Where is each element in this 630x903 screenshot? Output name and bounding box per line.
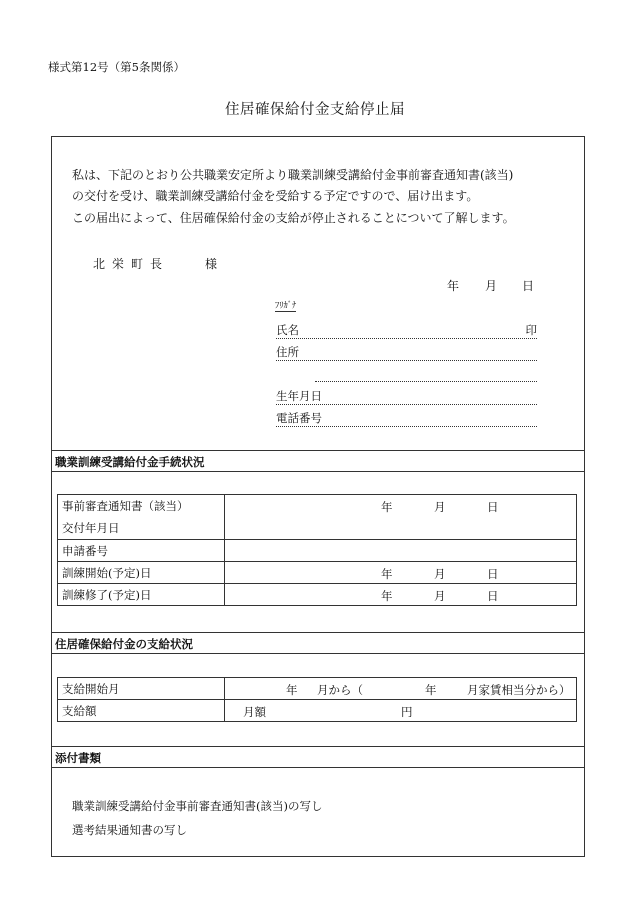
- yen-label: 円: [401, 704, 413, 719]
- phone-label: 電話番号: [276, 411, 322, 425]
- year-label: 年: [286, 682, 298, 697]
- birthdate-label: 生年月日: [276, 389, 322, 403]
- table-row: [58, 700, 577, 722]
- statement-line-3: この届出によって、住居確保給付金の支給が停止されることについて了解します。: [72, 211, 515, 225]
- addressee-name: 北栄町長: [93, 257, 170, 271]
- day-label: 日: [487, 566, 499, 581]
- address-label: 住所: [276, 345, 299, 359]
- date-day-label: 日: [522, 279, 535, 293]
- furigana-label: ﾌﾘｶﾞﾅ: [275, 301, 297, 311]
- seal-mark: 印: [525, 323, 537, 337]
- housing-section-title: 住居確保給付金の支給状況: [55, 637, 193, 651]
- payment-start-label: 支給開始月: [58, 678, 225, 700]
- payment-amount-label: 支給額: [58, 700, 225, 722]
- training-status-table: [57, 494, 577, 606]
- payment-amount-cell[interactable]: [225, 700, 577, 722]
- year-label: 年: [381, 588, 393, 603]
- table-row: [58, 678, 577, 700]
- name-field[interactable]: [276, 323, 537, 339]
- year-label: 年: [425, 682, 437, 697]
- month-from-label: 月から（: [317, 682, 363, 697]
- day-label: 日: [487, 500, 499, 514]
- addressee-honorific: 様: [205, 257, 218, 271]
- form-number: 様式第12号（第5条関係）: [48, 60, 185, 74]
- day-label: 日: [487, 588, 499, 603]
- housing-status-table: [57, 677, 577, 722]
- attachments-section-header: [51, 746, 585, 768]
- address-field-line-2[interactable]: [315, 366, 537, 382]
- rent-month-label: 月家賃相当分から）: [467, 682, 571, 697]
- notice-label-line-1: 事前審査通知書（該当）: [62, 499, 189, 513]
- training-end-date-cell[interactable]: [225, 584, 577, 606]
- table-row: [58, 540, 577, 562]
- training-start-date-cell[interactable]: [225, 562, 577, 584]
- birthdate-field[interactable]: [276, 389, 537, 405]
- training-end-label: 訓練修了(予定)日: [58, 584, 225, 606]
- attachment-item: 選考結果通知書の写し: [72, 823, 187, 837]
- date-month-label: 月: [485, 279, 498, 293]
- address-field[interactable]: [276, 345, 537, 361]
- notice-date-cell[interactable]: [225, 495, 577, 540]
- training-section-header: [51, 450, 585, 472]
- month-label: 月: [434, 588, 446, 603]
- month-label: 月: [434, 566, 446, 581]
- table-row: [58, 562, 577, 584]
- application-number-label: 申請番号: [58, 540, 225, 562]
- phone-field[interactable]: [276, 411, 537, 427]
- month-label: 月: [434, 500, 446, 514]
- training-section-title: 職業訓練受講給付金手続状況: [55, 455, 205, 469]
- table-row: [58, 495, 577, 540]
- form-title: 住居確保給付金支給停止届: [225, 102, 405, 118]
- housing-section-header: [51, 632, 585, 654]
- application-number-cell[interactable]: [225, 540, 577, 562]
- year-label: 年: [381, 566, 393, 581]
- attachment-item: 職業訓練受講給付金事前審査通知書(該当)の写し: [72, 799, 323, 813]
- table-row: [58, 584, 577, 606]
- date-year-label: 年: [447, 279, 460, 293]
- training-start-label: 訓練開始(予定)日: [58, 562, 225, 584]
- statement-line-1: 私は、下記のとおり公共職業安定所より職業訓練受講給付金事前審査通知書(該当): [72, 168, 514, 182]
- notice-label-line-2: 交付年月日: [62, 521, 120, 535]
- year-label: 年: [381, 500, 393, 514]
- monthly-label: 月額: [243, 704, 266, 719]
- table-cell-label: [58, 495, 225, 540]
- name-label: 氏名: [276, 323, 299, 337]
- statement-line-2: の交付を受け、職業訓練受講給付金を受給する予定ですので、届け出ます。: [72, 189, 479, 203]
- attachments-section-title: 添付書類: [55, 751, 101, 765]
- payment-start-cell[interactable]: [225, 678, 577, 700]
